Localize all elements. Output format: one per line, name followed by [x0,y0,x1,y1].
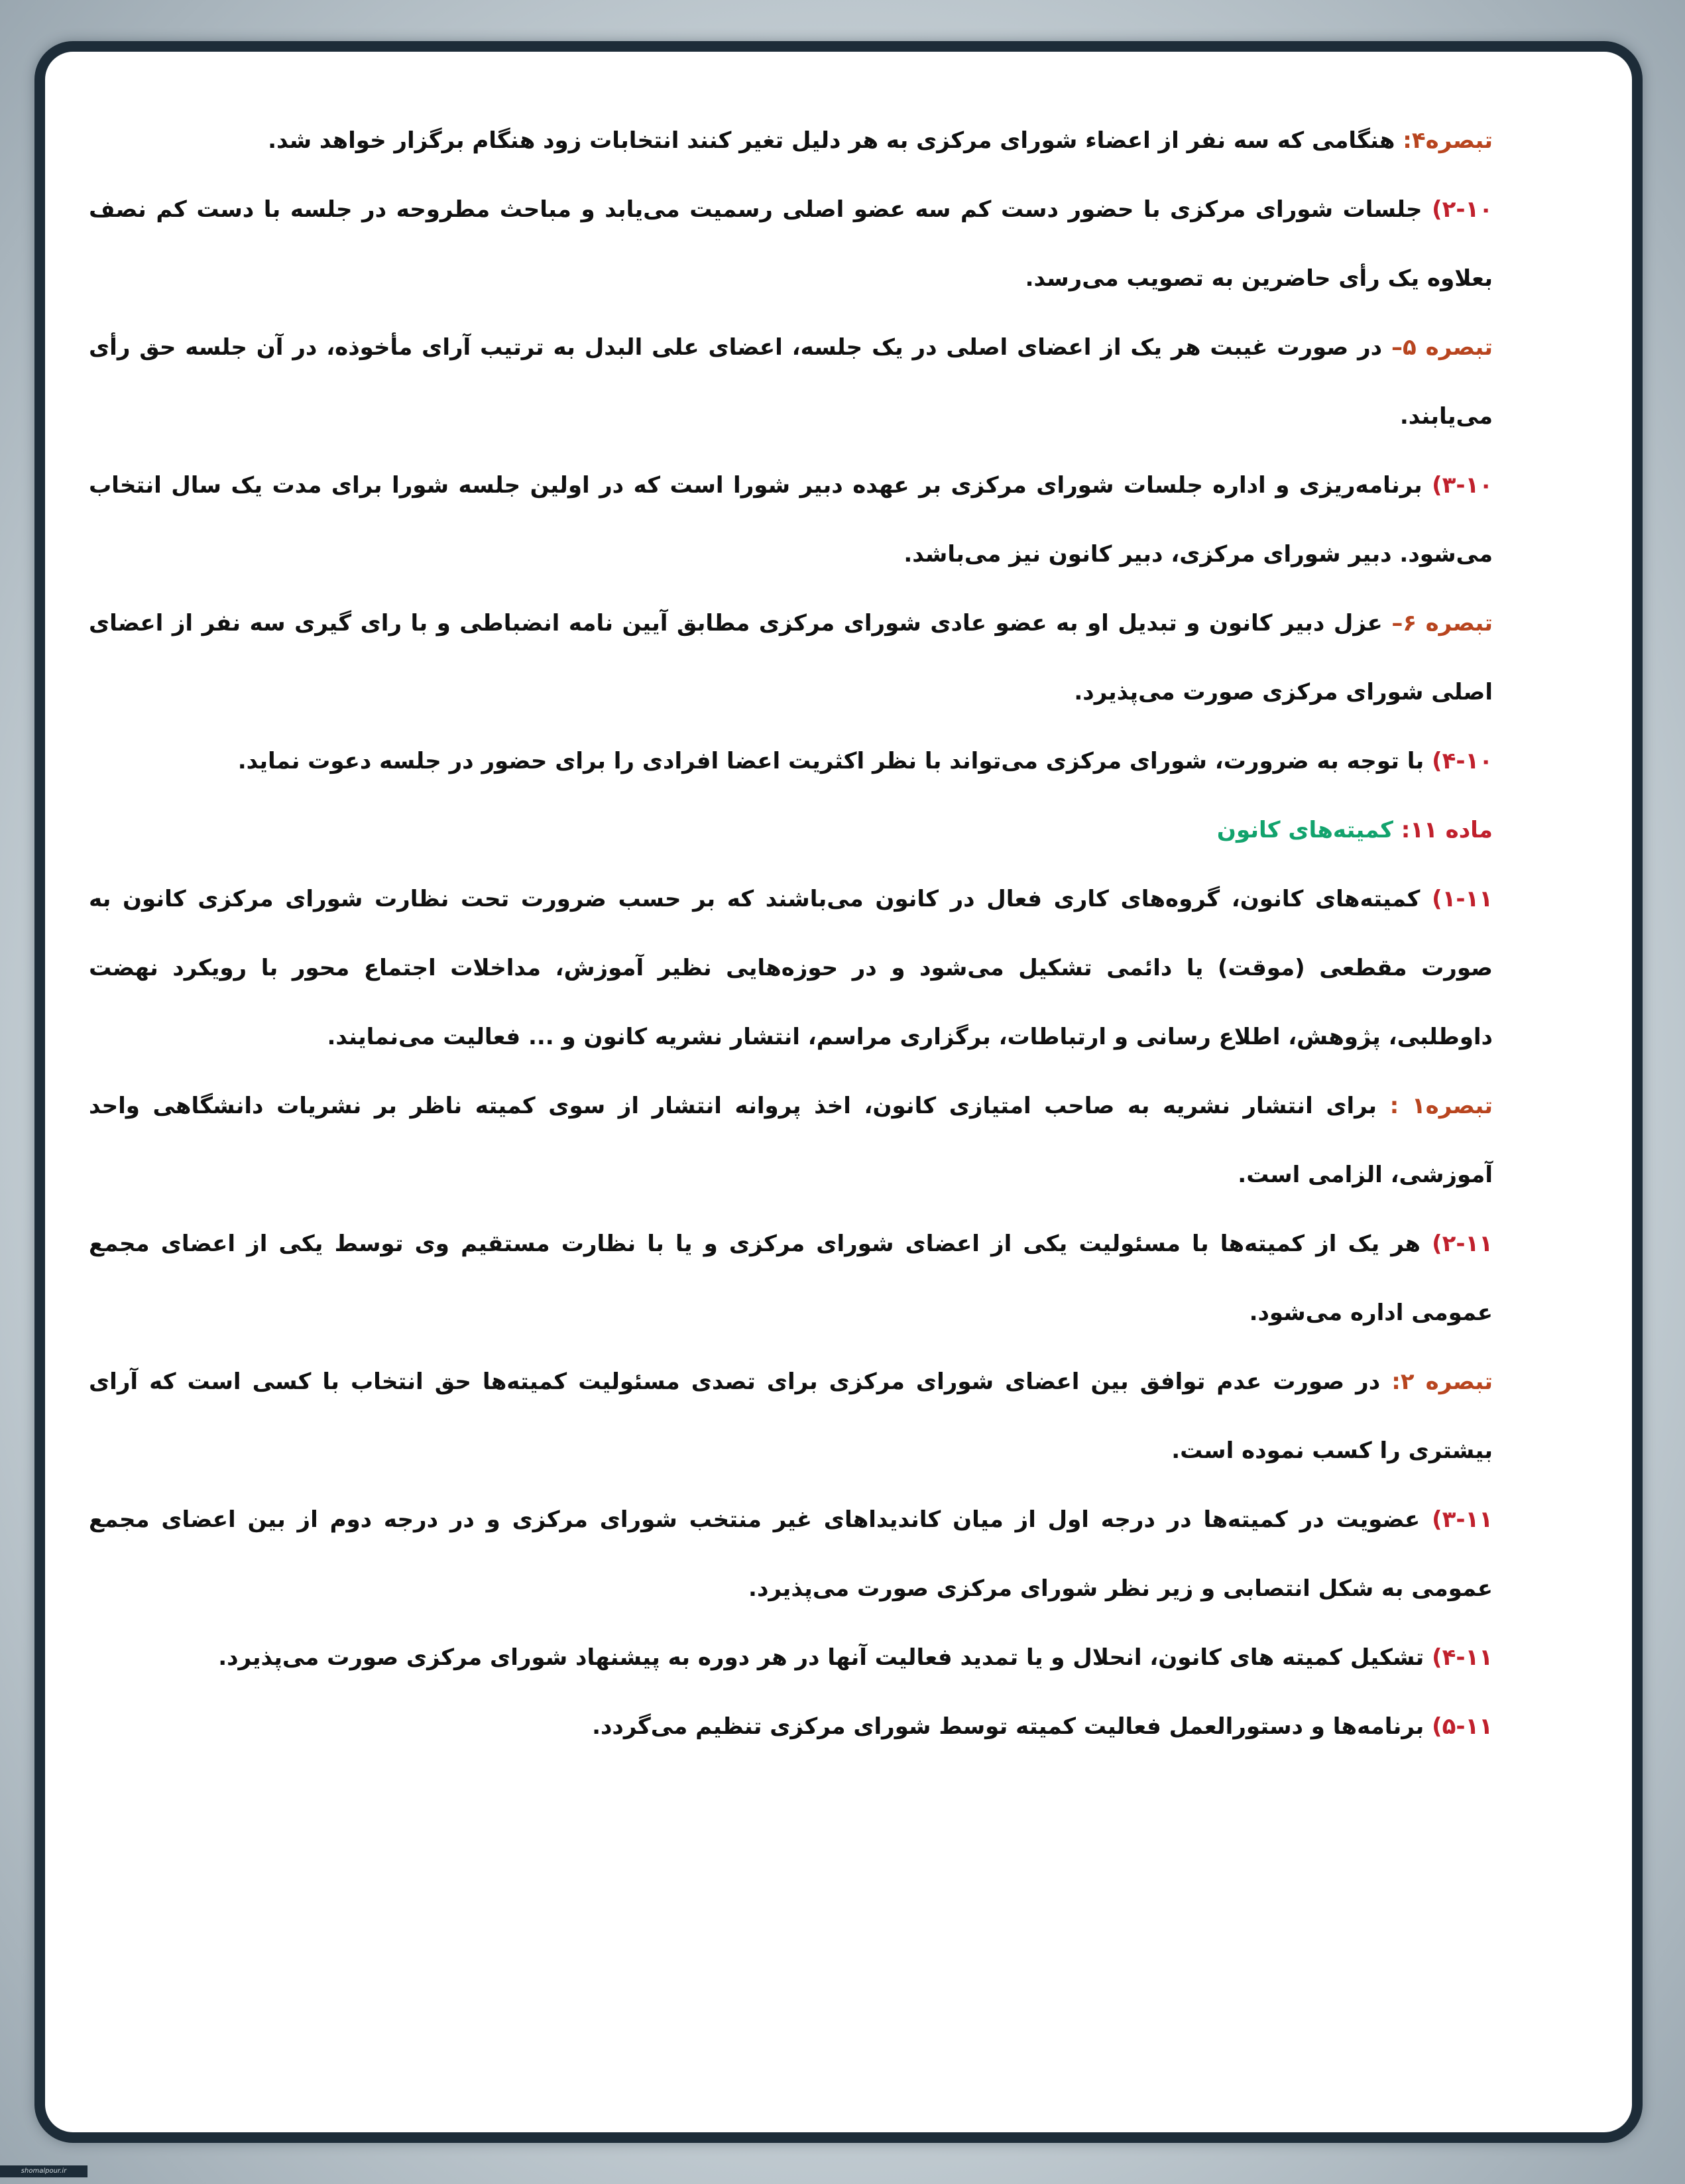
paragraph-text: برنامه‌ریزی و اداره جلسات شورای مرکزی بر عهده دبیر شورا است که در اولین جلسه شورا برای مدت یک سال انتخاب می‌شود. دبیر شورای مرکزی، دبیر کانون نیز می‌باشد. [89,472,1493,568]
paragraph-label: ۲-۱۰) [1432,196,1493,223]
paragraph-tabsare-1 [89,1071,1493,1209]
paragraph-text: عضویت در کمیته‌ها در درجه اول از میان کاندیداهای غیر منتخب شورای مرکزی و در درجه دوم از بین اعضای مجمع عمومی به شکل انتصابی و زیر نظر شورای مرکزی صورت می‌پذیرد. [89,1506,1493,1602]
article-heading [89,796,1493,865]
paragraph-text: جلسات شورای مرکزی با حضور دست کم سه عضو اصلی رسمیت می‌یابد و مباحث مطروحه در جلسه با دست کم نصف بعلاوه یک رأی حاضرین به تصویب می‌رسد. [89,196,1493,292]
paragraph-tabsare-5 [89,313,1493,451]
paragraph-label: ۳-۱۱) [1432,1506,1493,1533]
paragraph-clause-11-4 [89,1623,1493,1692]
paragraph-tabsare-6 [89,589,1493,727]
paragraph-tabsare-4 [89,106,1493,175]
paragraph-clause-11-2 [89,1209,1493,1347]
paragraph-text: کمیته‌های کانون، گروه‌های کاری فعال در کانون می‌باشند که بر حسب ضرورت تحت نظارت شورای مرکزی کانون به صورت مقطعی (موقت) یا دائمی تشکیل می‌شود و در حوزه‌هایی نظیر آموزش، مداخلات اجتماع محور با رویکرد نهضت داوطلبی، پژوهش، اطلاع رسانی و ارتباطات، برگزاری مراسم، انتشار نشریه کانون و ... فعالیت می‌نمایند. [89,886,1493,1050]
paragraph-label: ۴-۱۱) [1432,1644,1493,1671]
paragraph-label: تبصره ۵– [1391,334,1493,361]
paragraph-text: با توجه به ضرورت، شورای مرکزی می‌تواند با نظر اکثریت اعضا افرادی را برای حضور در جلسه دعوت نماید. [237,748,1432,774]
paragraph-text: هر یک از کمیته‌ها با مسئولیت یکی از اعضای شورای مرکزی و یا با نظارت مستقیم وی توسط یکی از اعضای مجمع عمومی اداره می‌شود. [89,1231,1493,1326]
paragraph-label: تبصره۱ : [1389,1093,1493,1119]
paragraph-tabsare-2 [89,1347,1493,1485]
article-title: کمیته‌های کانون [1216,817,1401,843]
paragraph-text: عزل دبیر کانون و تبدیل او به عضو عادی شورای مرکزی مطابق آیین نامه انضباطی و با رای گیری سه نفر از اعضای اصلی شورای مرکزی صورت می‌پذیرد. [89,610,1493,705]
paragraph-label: ۴-۱۰) [1432,748,1493,774]
paragraph-text: هنگامی که سه نفر از اعضاء شورای مرکزی به هر دلیل تغیر کنند انتخابات زود هنگام برگزار خواهد شد. [268,127,1403,154]
paragraph-clause-11-3 [89,1485,1493,1623]
paragraph-label: تبصره ۶– [1391,610,1493,637]
paragraph-text: برای انتشار نشریه به صاحب امتیازی کانون، اخذ پروانه انتشار از سوی کمیته ناظر بر نشریات دانشگاهی واحد آموزشی، الزامی است. [89,1093,1493,1188]
paragraph-label: ۱-۱۱) [1432,886,1493,912]
paragraph-label: ۵-۱۱) [1432,1713,1493,1740]
paragraph-clause-11-1 [89,865,1493,1071]
paragraph-text: برنامه‌ها و دستورالعمل فعالیت کمیته توسط شورای مرکزی تنظیم می‌گردد. [592,1713,1432,1740]
paragraph-text: در صورت عدم توافق بین اعضای شورای مرکزی برای تصدی مسئولیت کمیته‌ها حق انتخاب با کسی است که آرای بیشتری را کسب نموده است. [89,1368,1493,1464]
paragraph-label: تبصره۴: [1403,127,1493,154]
paragraph-text: در صورت غیبت هر یک از اعضای اصلی در یک جلسه، اعضای علی البدل به ترتیب آرای مأخوذه، در آن جلسه حق رأی می‌یابند. [89,334,1493,430]
paragraph-clause-10-3 [89,451,1493,589]
paragraph-clause-10-4 [89,727,1493,796]
paragraph-label: ۲-۱۱) [1432,1231,1493,1257]
paragraph-label: تبصره ۲: [1391,1368,1493,1395]
document-body [89,106,1493,1761]
paragraph-clause-11-5 [89,1692,1493,1761]
watermark-footer: shomalpour.ir [0,2165,87,2177]
article-label: ماده ۱۱: [1401,817,1493,843]
paragraph-clause-10-2 [89,175,1493,313]
paragraph-text: تشکیل کمیته های کانون، انحلال و یا تمدید فعالیت آنها در هر دوره به پیشنهاد شورای مرکزی صورت می‌پذیرد. [218,1644,1432,1671]
paragraph-label: ۳-۱۰) [1432,472,1493,499]
